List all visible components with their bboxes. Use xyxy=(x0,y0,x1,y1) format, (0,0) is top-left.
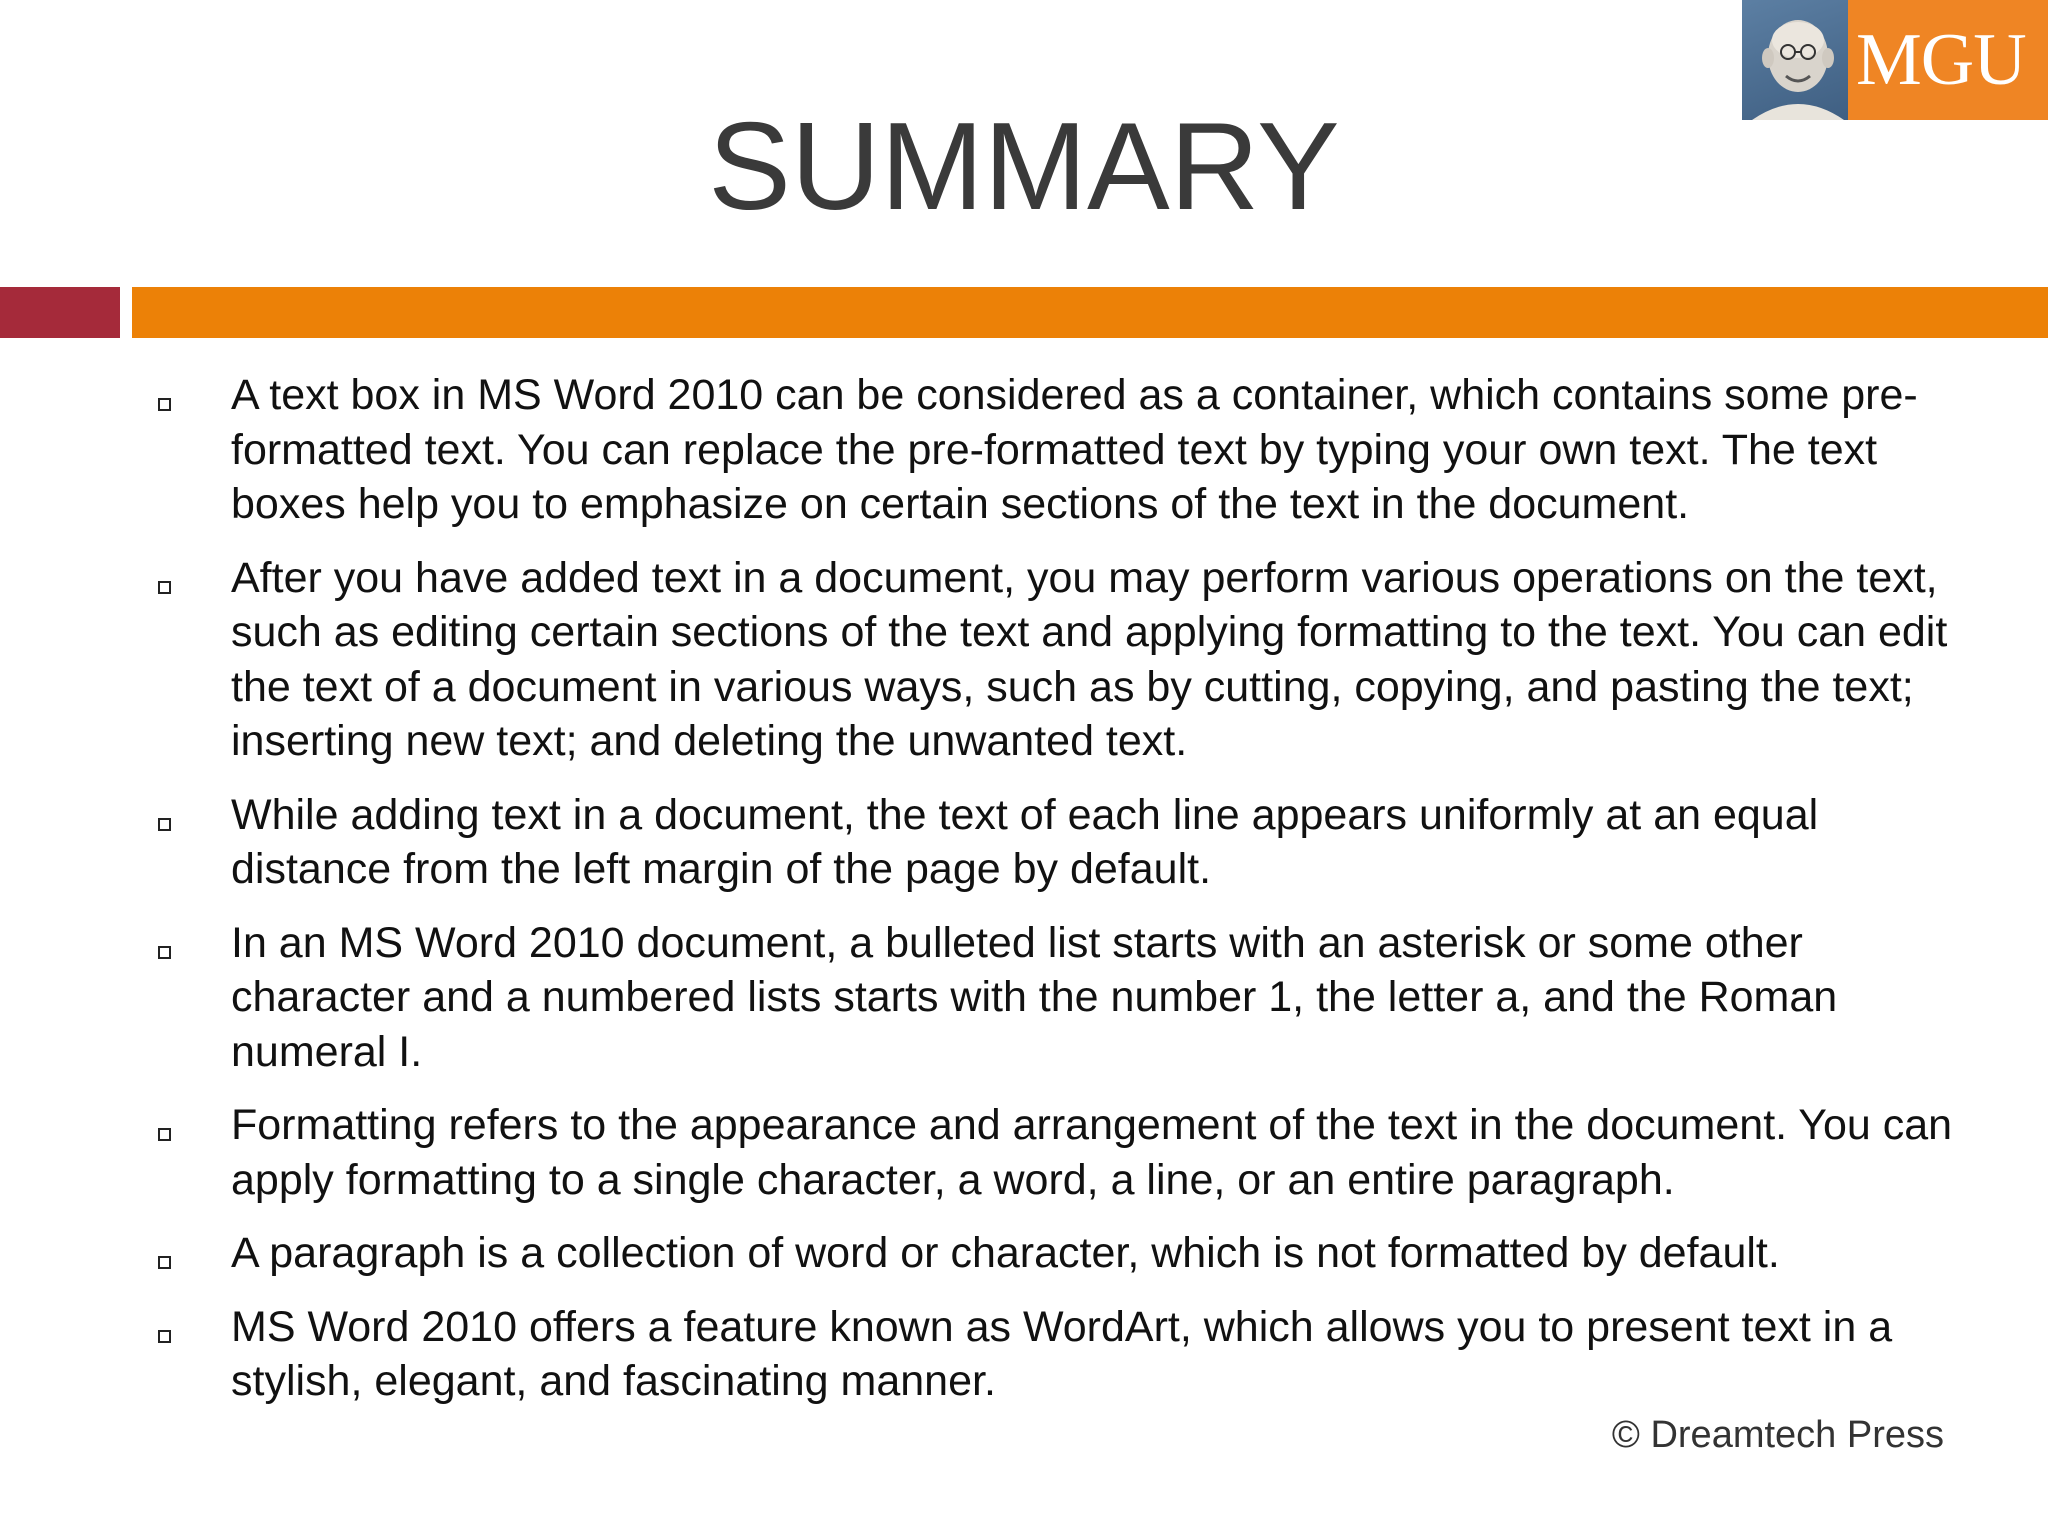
summary-list xyxy=(158,368,1958,1428)
list-item-text: Formatting refers to the appearance and arrangement of the text in the document. You can apply formatting to a single character, a word, a line, or an entire paragraph. xyxy=(231,1101,1953,1204)
list-item xyxy=(158,551,1958,769)
hollow-square-bullet-icon xyxy=(158,946,171,959)
list-item-text: In an MS Word 2010 document, a bulleted list starts with an asterisk or some other character and a numbered lists starts with the number 1, the letter a, and the Roman numeral I. xyxy=(231,918,1838,1076)
list-item-text: After you have added text in a document, you may perform various operations on the text, such as editing certain sections of the text and applying formatting to the text. You can edit the text of a document in various ways, such as by cutting, copying, and pasting the text; inserting new text; and deleting the unwanted text. xyxy=(231,553,1948,765)
hollow-square-bullet-icon xyxy=(158,1128,171,1141)
list-item-text: A paragraph is a collection of word or character, which is not formatted by default. xyxy=(231,1229,1780,1277)
hollow-square-bullet-icon xyxy=(158,581,171,594)
list-item xyxy=(158,916,1958,1080)
list-item-text: A text box in MS Word 2010 can be considered as a container, which contains some pre-formatted text. You can replace the pre-formatted text by typing your own text. The text boxes help you to emphasize on certain sections of the text in the document. xyxy=(231,371,1918,528)
list-item xyxy=(158,1226,1958,1281)
list-item xyxy=(158,788,1958,897)
logo-text: MGU xyxy=(1848,0,2048,120)
list-item xyxy=(158,1098,1958,1207)
list-item-text: MS Word 2010 offers a feature known as WordArt, which allows you to present text in a stylish, elegant, and fascinating manner. xyxy=(231,1302,1893,1405)
list-item xyxy=(158,368,1958,532)
title-band-red xyxy=(0,287,120,338)
hollow-square-bullet-icon xyxy=(158,1256,171,1269)
copyright-notice: © Dreamtech Press xyxy=(1611,1414,1944,1456)
title-band-orange xyxy=(132,287,2048,338)
slide-title: SUMMARY xyxy=(708,98,1340,236)
list-item xyxy=(158,1300,1958,1409)
hollow-square-bullet-icon xyxy=(158,818,171,831)
hollow-square-bullet-icon xyxy=(158,1330,171,1343)
list-item-text: While adding text in a document, the text of each line appears uniformly at an equal distance from the left margin of the page by default. xyxy=(231,790,1819,893)
hollow-square-bullet-icon xyxy=(158,398,171,411)
